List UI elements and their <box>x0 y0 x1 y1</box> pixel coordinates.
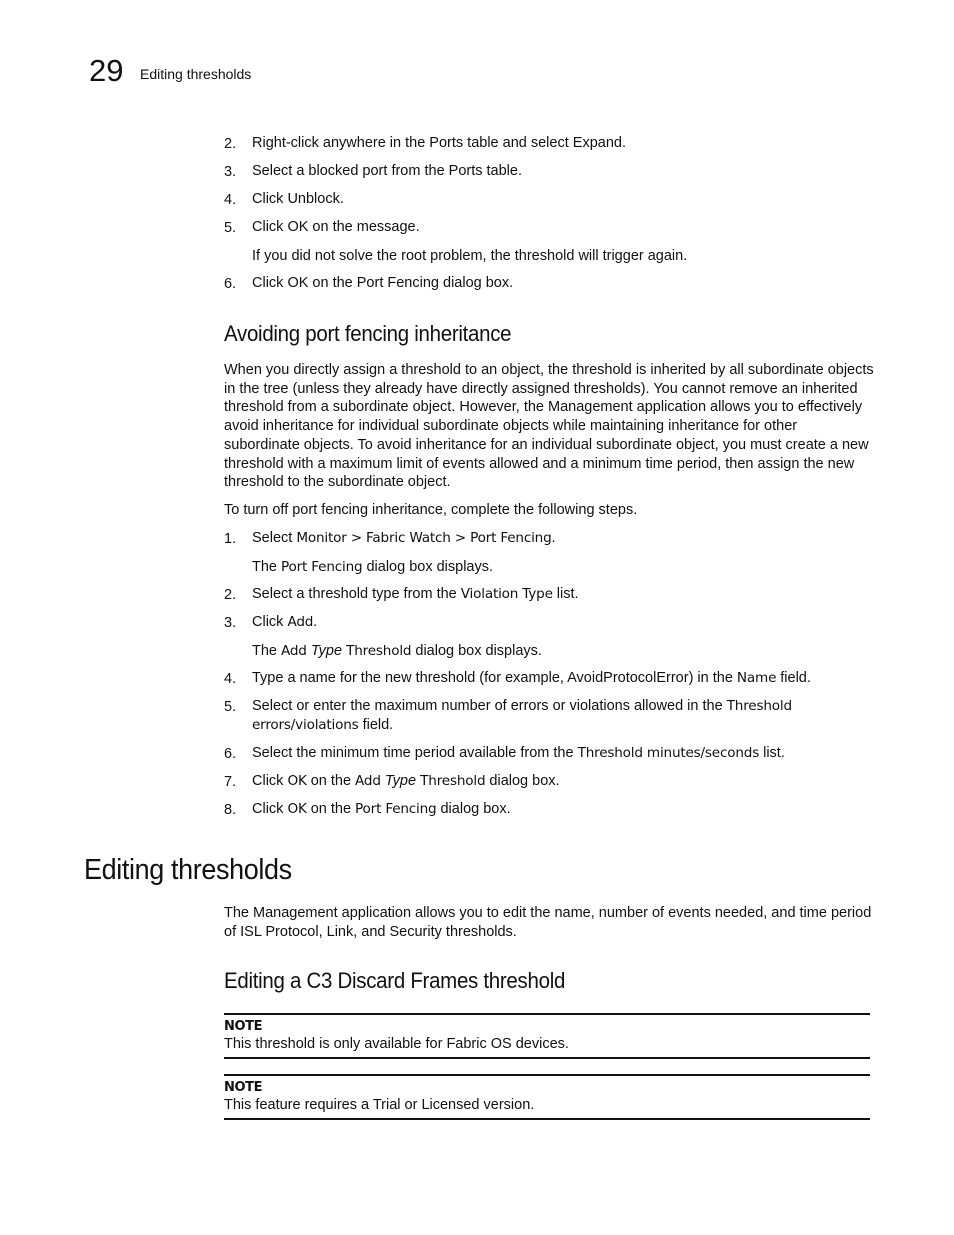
list-item-number: 3. <box>224 615 237 631</box>
list-item-subtext: The Port Fencing dialog box displays. <box>252 559 494 575</box>
list-item-subtext: The Add Type Threshold dialog box displays. <box>252 643 542 659</box>
section-title: Editing thresholds <box>84 854 292 886</box>
chapter-title: Editing thresholds <box>140 66 252 82</box>
ui-term: Name <box>736 670 777 686</box>
body-paragraph: When you directly assign a threshold to an object, the threshold is inherited by all subordinate objects in the tree (unless they already have directly assigned thresholds). You cannot remove an inherited threshold from a subordinate object. However, the Management application allows you to effectively avoid inheritance for individual subordinate objects while maintaining inheritance for other subordinate objects. To avoid inheritance for an individual subordinate object, you must create a new threshold with a maximum limit of events allowed and a minimum time period, then assign the new threshold to the subordinate object. <box>224 362 874 491</box>
list-item: Click OK on the Port Fencing dialog box. <box>252 275 514 291</box>
note-text: This threshold is only available for Fabric OS devices. <box>224 1036 569 1052</box>
list-item-number: 4. <box>224 192 237 208</box>
ui-term: Threshold errors/violations <box>252 698 792 733</box>
section-heading: Avoiding port fencing inheritance <box>224 321 512 346</box>
list-item: Select or enter the maximum number of errors or violations allowed in the Threshold errors/violations field. <box>252 698 792 733</box>
list-item: Select a threshold type from the Violation Type list. <box>252 586 579 602</box>
list-item-number: 2. <box>224 136 237 152</box>
list-item: Right-click anywhere in the Ports table and select Expand. <box>252 135 626 151</box>
list-item-number: 2. <box>224 587 237 603</box>
body-paragraph: To turn off port fencing inheritance, complete the following steps. <box>224 502 638 518</box>
list-item: Select the minimum time period available from the Threshold minutes/seconds list. <box>252 745 785 761</box>
note-rule-bottom <box>224 1057 870 1059</box>
list-item: Click Add. <box>252 614 318 630</box>
list-item-number: 7. <box>224 774 237 790</box>
list-item: Click Unblock. <box>252 191 344 207</box>
note-label: NOTE <box>224 1019 263 1034</box>
ui-term: Threshold minutes/seconds <box>577 745 760 761</box>
list-item: Click OK on the Add Type Threshold dialog box. <box>252 773 560 789</box>
note-label: NOTE <box>224 1080 263 1095</box>
list-item-number: 5. <box>224 699 237 715</box>
note-rule-top <box>224 1013 870 1015</box>
ui-term: Port Fencing <box>281 559 363 575</box>
list-item: Select Monitor > Fabric Watch > Port Fencing. <box>252 530 556 546</box>
note-rule-top <box>224 1074 870 1076</box>
list-item-number: 5. <box>224 220 237 236</box>
chapter-number: 29 <box>89 53 124 88</box>
ui-term: Add <box>287 614 314 630</box>
list-item-number: 3. <box>224 164 237 180</box>
ui-term: Violation Type <box>460 586 553 602</box>
ui-term: Monitor > Fabric Watch > Port Fencing <box>296 530 552 546</box>
list-item: Type a name for the new threshold (for example, AvoidProtocolError) in the Name field. <box>252 670 811 686</box>
list-item: Click OK on the Port Fencing dialog box. <box>252 801 511 817</box>
list-item: Select a blocked port from the Ports table. <box>252 163 522 179</box>
list-item-number: 8. <box>224 802 237 818</box>
subsection-heading: Editing a C3 Discard Frames threshold <box>224 968 566 993</box>
list-item-number: 1. <box>224 531 237 547</box>
list-item: Click OK on the message. <box>252 219 420 235</box>
list-item-number: 6. <box>224 746 237 762</box>
list-item-subtext: If you did not solve the root problem, the threshold will trigger again. <box>252 248 688 264</box>
body-paragraph: The Management application allows you to edit the name, number of events needed, and time period of ISL Protocol, Link, and Security thresholds. <box>224 905 872 940</box>
note-rule-bottom <box>224 1118 870 1120</box>
list-item-number: 4. <box>224 671 237 687</box>
list-item-number: 6. <box>224 276 237 292</box>
note-text: This feature requires a Trial or Licensed version. <box>224 1097 535 1113</box>
